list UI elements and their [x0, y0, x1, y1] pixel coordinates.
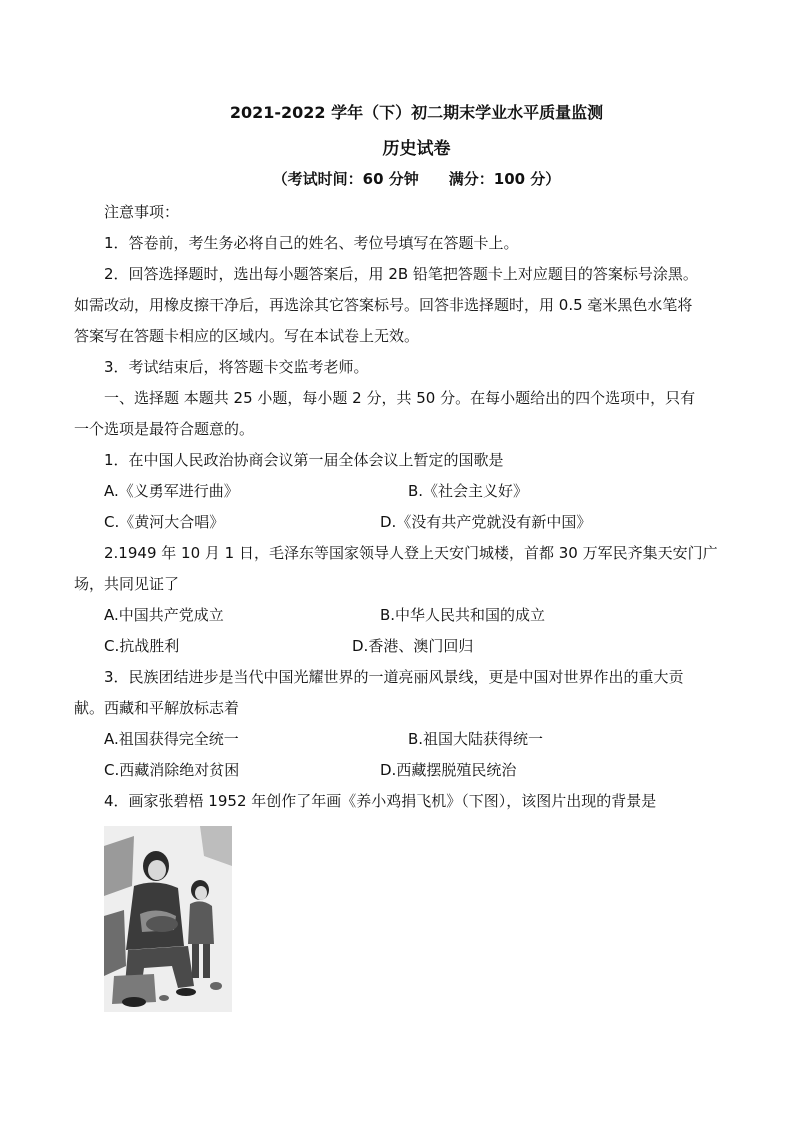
woodcut-picture-icon [104, 826, 232, 1012]
notice-heading: 注意事项： [104, 203, 180, 221]
question-2-option-b: B.中华人民共和国的成立 [380, 606, 546, 624]
section-intro-line-2: 一个选项是最符合题意的。 [74, 420, 255, 438]
question-1-option-a: A.《义勇军进行曲》 [104, 482, 239, 500]
question-3-option-b: B.祖国大陆获得统一 [408, 730, 544, 748]
section-intro-line-1: 一、选择题 本题共 25 小题，每小题 2 分，共 50 分。在每小题给出的四个选项中，只有 [104, 389, 696, 407]
question-3-stem-line-1: 3．民族团结进步是当代中国光耀世界的一道亮丽风景线，更是中国对世界作出的重大贡 [104, 668, 684, 686]
question-3-stem-line-2: 献。西藏和平解放标志着 [74, 699, 240, 717]
notice-item-2-line-3: 答案写在答题卡相应的区域内。写在本试卷上无效。 [74, 327, 420, 345]
question-3-option-d: D.西藏摆脱殖民统治 [380, 761, 517, 779]
question-1-option-c: C.《黄河大合唱》 [104, 513, 225, 531]
notice-item-3: 3．考试结束后，将答题卡交监考老师。 [104, 358, 369, 376]
exam-subject: 历史试卷 [382, 139, 451, 159]
notice-item-2-line-1: 2．回答选择题时，选出每小题答案后，用 2B 铅笔把答题卡上对应题目的答案标号涂黑。 [104, 265, 698, 283]
notice-item-2-line-2: 如需改动，用橡皮擦干净后，再选涂其它答案标号。回答非选择题时，用 0.5 毫米黑色水笔将 [74, 296, 693, 314]
question-1-option-b: B.《社会主义好》 [408, 482, 529, 500]
question-1-stem: 1．在中国人民政治协商会议第一届全体会议上暂定的国歌是 [104, 451, 504, 469]
question-1-option-d: D.《没有共产党就没有新中国》 [380, 513, 592, 531]
question-3-option-c: C.西藏消除绝对贫困 [104, 761, 240, 779]
question-2-option-a: A.中国共产党成立 [104, 606, 224, 624]
notice-item-1: 1．答卷前，考生务必将自己的姓名、考位号填写在答题卡上。 [104, 234, 519, 252]
question-4-illustration [104, 826, 232, 1012]
question-2-stem-line-2: 场，共同见证了 [74, 575, 180, 593]
question-2-option-d: D.香港、澳门回归 [352, 637, 474, 655]
exam-info: （考试时间：60 分钟 满分：100 分） [272, 170, 561, 188]
question-2-stem-line-1: 2.1949 年 10 月 1 日，毛泽东等国家领导人登上天安门城楼，首都 30 万军民齐集天安门广 [104, 544, 718, 562]
question-4-stem: 4．画家张碧梧 1952 年创作了年画《养小鸡捐飞机》（下图），该图片出现的背景是 [104, 792, 657, 810]
question-3-option-a: A.祖国获得完全统一 [104, 730, 239, 748]
question-2-option-c: C.抗战胜利 [104, 637, 180, 655]
exam-title: 2021-2022 学年（下）初二期末学业水平质量监测 [229, 103, 604, 122]
